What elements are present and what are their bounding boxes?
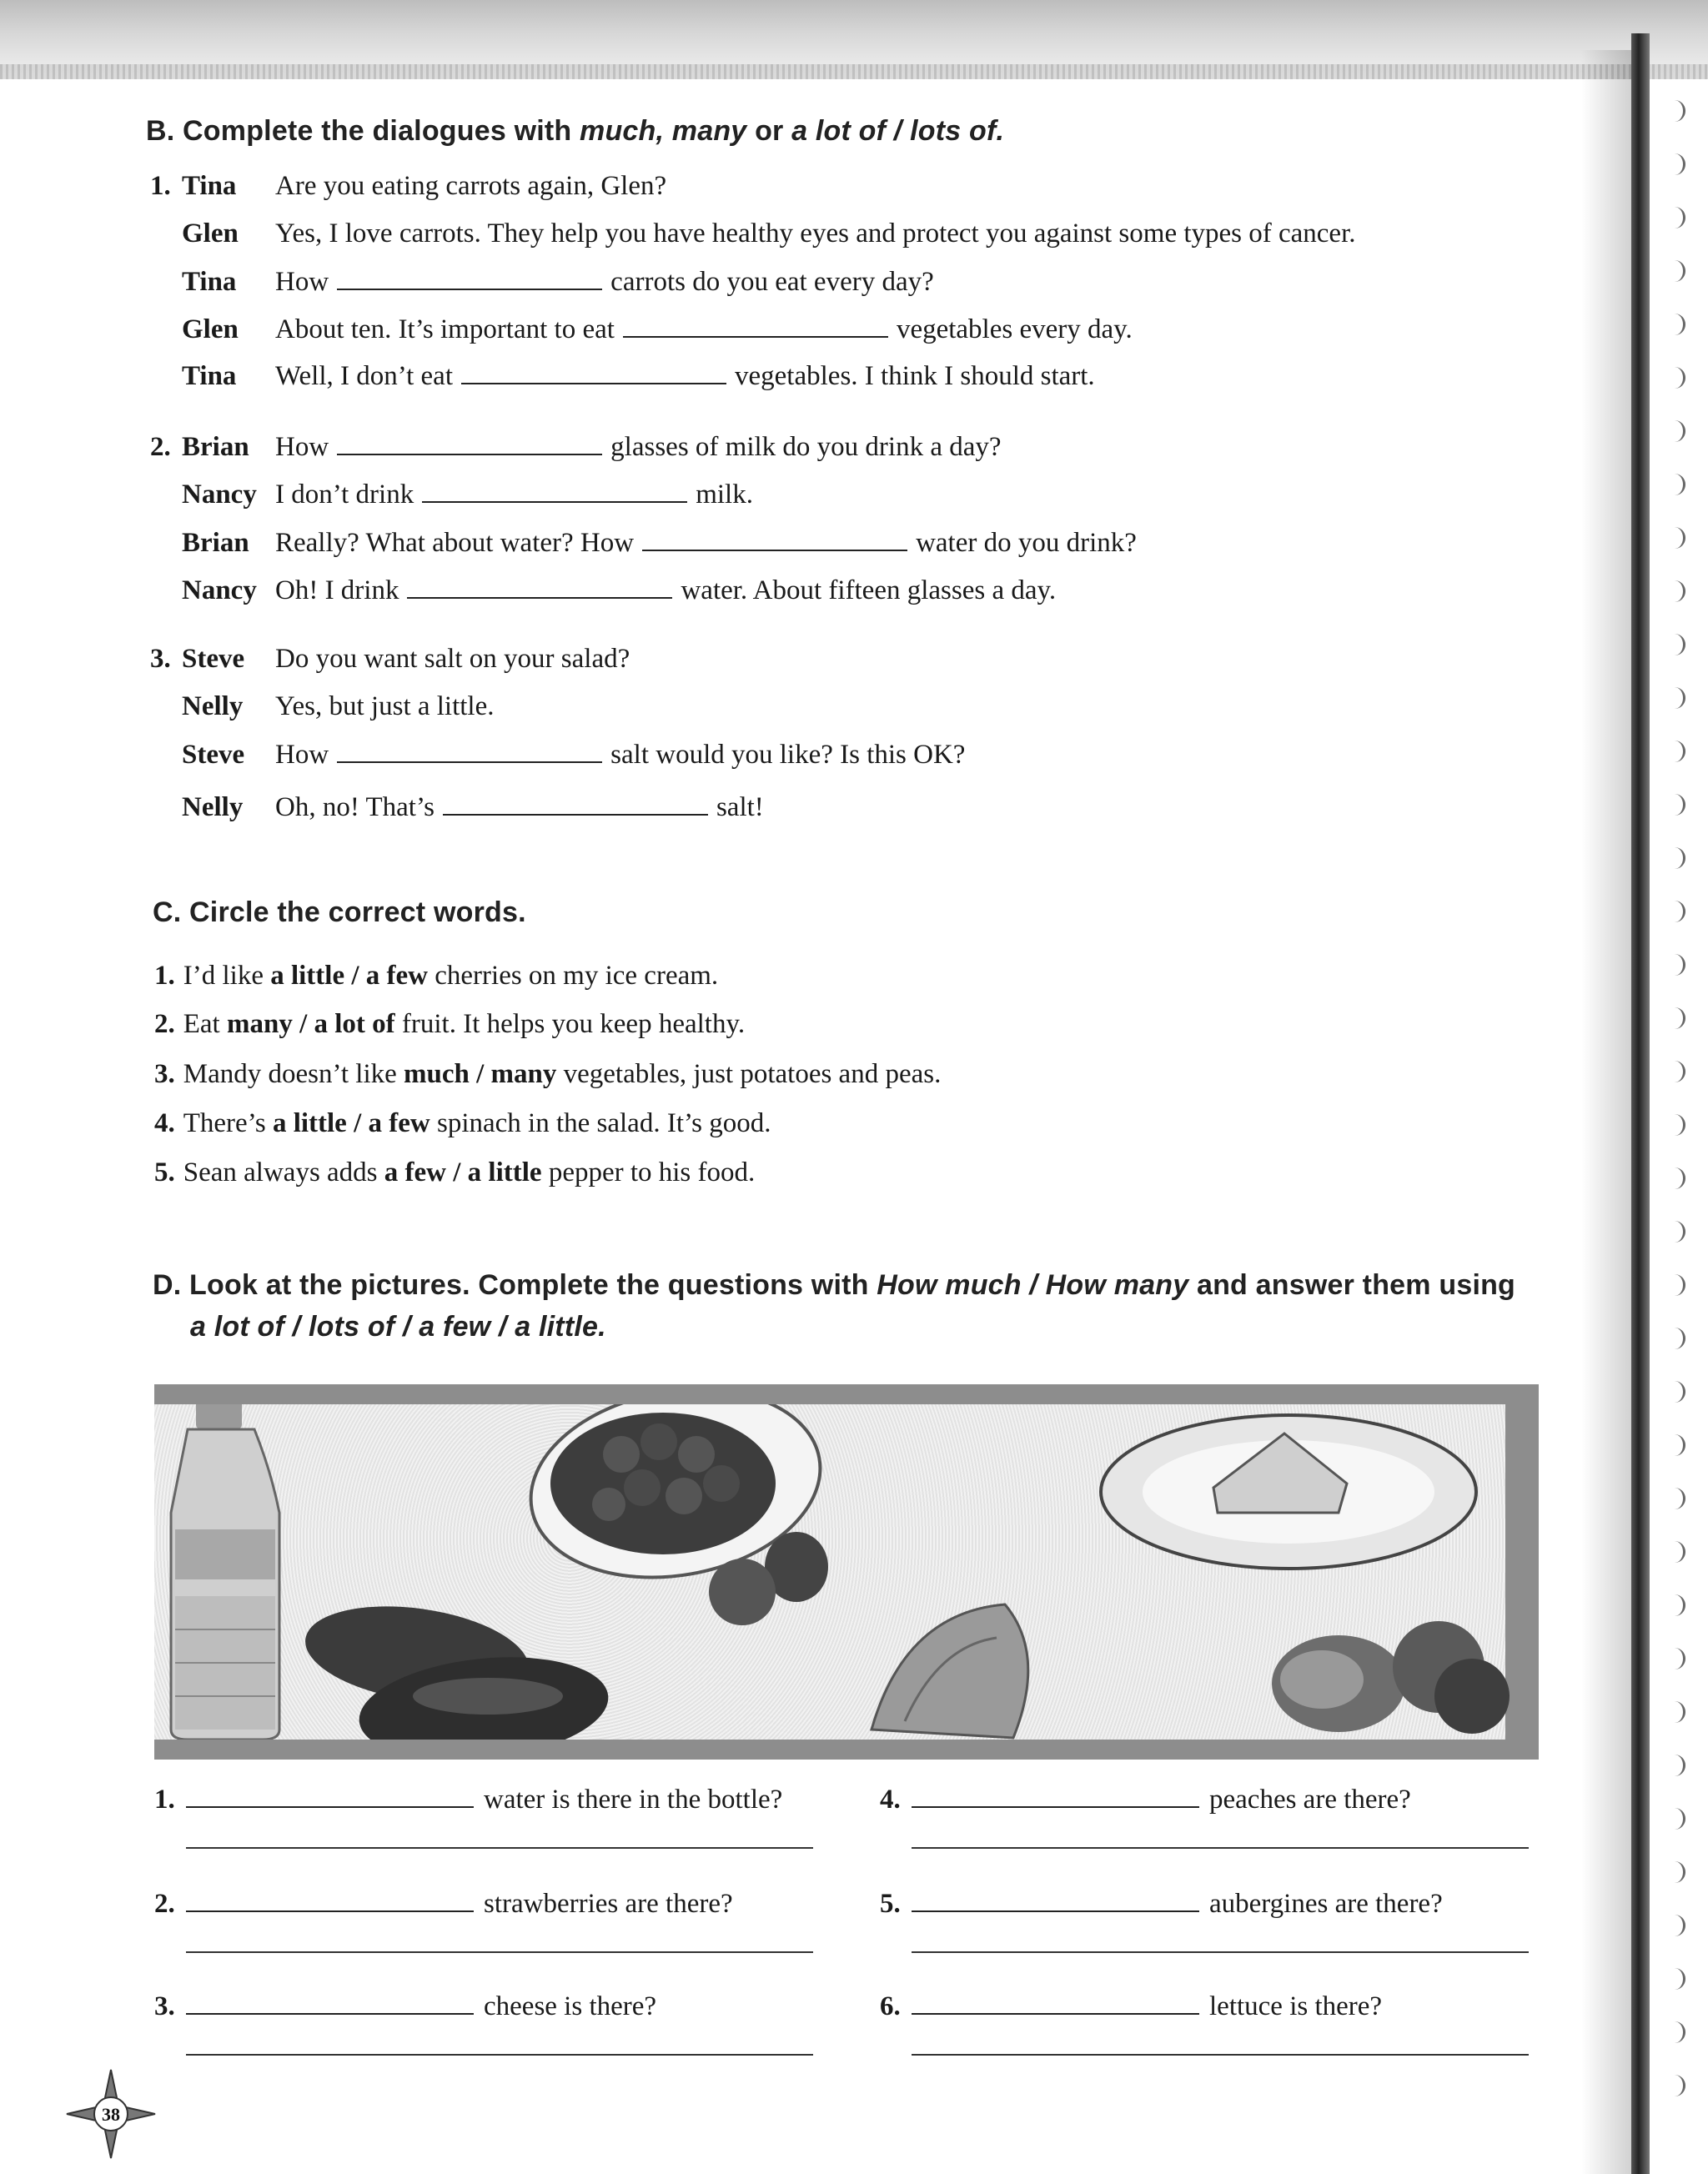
- item-text: spinach in the salad. It’s good.: [430, 1108, 771, 1138]
- answer-blank[interactable]: [443, 792, 708, 816]
- item-text: There’s: [183, 1108, 273, 1138]
- item-text: fruit. It helps you keep healthy.: [394, 1009, 746, 1039]
- dialogue-text: glasses of milk do you drink a day?: [610, 432, 1002, 462]
- dialogue-text: vegetables. I think I should start.: [735, 361, 1095, 391]
- speaker-name: Nancy: [182, 479, 257, 510]
- dialogue-text: Yes, I love carrots. They help you have healthy eyes and protect you against some types of cancer.: [275, 218, 1356, 249]
- question-item: [880, 1785, 1411, 1815]
- binding-ring: [1671, 1701, 1685, 1723]
- heading-italic: How much / How many: [877, 1269, 1189, 1301]
- dialogue-text: About ten. It’s important to eat: [275, 314, 615, 344]
- binding-ring: [1671, 1434, 1685, 1456]
- answer-line[interactable]: [186, 1951, 813, 1953]
- dialogue-line: [275, 740, 965, 771]
- question-item: [154, 1889, 733, 1920]
- heading-text: and answer them using: [1188, 1269, 1516, 1301]
- question-number: 5.: [880, 1889, 901, 1919]
- spine-shadow: [1581, 50, 1631, 2174]
- dialogue-line: [275, 792, 764, 823]
- dialogue-line: [275, 314, 1133, 345]
- dialogue-text: Well, I don’t eat: [275, 361, 454, 391]
- dialogue-text: How: [275, 432, 329, 462]
- item-text: Mandy doesn’t like: [183, 1059, 404, 1089]
- binding-ring: [1671, 1541, 1685, 1563]
- binding-ring: [1671, 153, 1685, 175]
- answer-line[interactable]: [186, 1847, 813, 1849]
- question-blank[interactable]: [912, 1785, 1199, 1808]
- question-text: strawberries are there?: [484, 1889, 733, 1919]
- page-number-badge: [65, 2068, 157, 2160]
- circle-item: [154, 961, 718, 992]
- binding-ring: [1671, 1861, 1685, 1883]
- binding-ring: [1671, 100, 1685, 122]
- binding-ring: [1671, 1915, 1685, 1936]
- binding-ring: [1671, 954, 1685, 976]
- dialogue-line: [275, 528, 1137, 559]
- heading-text: B. Complete the dialogues with: [146, 115, 580, 147]
- binding-ring: [1671, 207, 1685, 228]
- dialogue-text: I don’t drink: [275, 479, 414, 510]
- binding-ring: [1671, 1007, 1685, 1029]
- item-number: 5.: [154, 1157, 175, 1187]
- question-number: 6.: [880, 1991, 901, 2021]
- binding-ring: [1671, 634, 1685, 655]
- question-blank[interactable]: [186, 1991, 474, 2015]
- answer-line[interactable]: [186, 2054, 813, 2056]
- binding-ring: [1671, 794, 1685, 816]
- answer-blank[interactable]: [337, 267, 602, 290]
- binding-ring: [1671, 2021, 1685, 2043]
- item-text: Sean always adds: [183, 1157, 384, 1187]
- dialogue-line: [275, 267, 934, 298]
- item-text: pepper to his food.: [541, 1157, 756, 1187]
- section-d-heading-line2: [190, 1311, 606, 1343]
- question-number: 4.: [880, 1785, 901, 1815]
- binding-ring: [1671, 1328, 1685, 1349]
- binding-ring: [1671, 314, 1685, 335]
- heading-italic: much, many: [580, 115, 747, 147]
- speaker-name: Nelly: [182, 792, 244, 822]
- dialogue-number: 2.: [150, 432, 171, 462]
- speaker-name: Brian: [182, 528, 249, 558]
- binding-ring: [1671, 1968, 1685, 1990]
- speaker-name: Steve: [182, 644, 245, 674]
- dialogue-text: How: [275, 267, 329, 297]
- binding-ring: [1671, 474, 1685, 495]
- page-number: 38: [102, 2104, 120, 2125]
- question-item: [154, 1785, 782, 1815]
- item-text: vegetables, just potatoes and peas.: [556, 1059, 942, 1089]
- answer-blank[interactable]: [337, 432, 602, 455]
- speaker-name: Tina: [182, 267, 237, 297]
- binding-ring: [1671, 1648, 1685, 1669]
- binding-ring: [1671, 1114, 1685, 1136]
- item-text: Eat: [183, 1009, 227, 1039]
- binding-ring: [1671, 1061, 1685, 1082]
- binding-spine: [1631, 33, 1650, 2174]
- binding-ring: [1671, 527, 1685, 549]
- dialogue-text: milk.: [696, 479, 753, 510]
- word-choice[interactable]: a little / a few: [270, 961, 428, 991]
- heading-italic: a lot of / lots of.: [791, 115, 1005, 147]
- dialogue-number: 3.: [150, 644, 171, 674]
- strawberries-icon: [516, 1404, 836, 1625]
- section-c-heading: C. Circle the correct words.: [153, 896, 526, 928]
- question-text: cheese is there?: [484, 1991, 657, 2021]
- binding-ring: [1671, 2075, 1685, 2096]
- answer-blank[interactable]: [623, 314, 888, 338]
- speaker-name: Tina: [182, 361, 237, 391]
- heading-text: D. Look at the pictures. Complete the questions with: [153, 1269, 877, 1301]
- question-text: lettuce is there?: [1209, 1991, 1383, 2021]
- circle-item: [154, 1009, 745, 1040]
- answer-blank[interactable]: [337, 740, 602, 763]
- answer-blank[interactable]: [461, 361, 726, 384]
- binding-rings: [1668, 100, 1701, 2160]
- dialogue-line: [275, 644, 630, 675]
- dialogue-text: salt!: [716, 792, 764, 822]
- item-number: 2.: [154, 1009, 175, 1039]
- page-top-shadow: [0, 0, 1708, 79]
- answer-blank[interactable]: [642, 528, 907, 551]
- speaker-name: Nancy: [182, 575, 257, 605]
- question-item: [154, 1991, 656, 2022]
- section-b-heading: [146, 115, 1004, 148]
- speaker-name: Glen: [182, 314, 239, 344]
- binding-ring: [1671, 260, 1685, 282]
- question-blank[interactable]: [186, 1785, 474, 1808]
- answer-blank[interactable]: [407, 575, 672, 599]
- word-choice[interactable]: a few / a little: [384, 1157, 542, 1187]
- aubergines-icon: [299, 1594, 614, 1740]
- dialogue-text: Do you want salt on your salad?: [275, 644, 630, 674]
- question-number: 1.: [154, 1785, 175, 1815]
- binding-ring: [1671, 687, 1685, 709]
- dialogue-text: Yes, but just a little.: [275, 691, 495, 721]
- dialogue-text: Oh! I drink: [275, 575, 399, 605]
- question-text: water is there in the bottle?: [484, 1785, 783, 1815]
- dialogue-text: water do you drink?: [916, 528, 1137, 558]
- question-number: 2.: [154, 1889, 175, 1919]
- dialogue-line: [275, 171, 666, 202]
- item-number: 1.: [154, 961, 175, 991]
- binding-ring: [1671, 1274, 1685, 1296]
- speaker-name: Brian: [182, 432, 249, 462]
- dialogue-text: Oh, no! That’s: [275, 792, 435, 822]
- dialogue-text: How: [275, 740, 329, 770]
- binding-ring: [1671, 420, 1685, 442]
- speaker-name: Glen: [182, 218, 239, 249]
- binding-ring: [1671, 1167, 1685, 1189]
- item-text: I’d like: [183, 961, 271, 991]
- dialogue-line: [275, 361, 1095, 392]
- dialogue-text: carrots do you eat every day?: [610, 267, 934, 297]
- question-item: [880, 1889, 1443, 1920]
- dialogue-line: [275, 691, 495, 722]
- binding-ring: [1671, 580, 1685, 602]
- question-blank[interactable]: [912, 1889, 1199, 1912]
- dialogue-line: [275, 479, 753, 510]
- word-choice[interactable]: many / a lot of: [226, 1009, 395, 1039]
- binding-ring: [1671, 367, 1685, 389]
- section-d-heading: [153, 1269, 1515, 1302]
- water-bottle-icon: [171, 1404, 279, 1740]
- dialogue-text: vegetables every day.: [896, 314, 1133, 344]
- binding-ring: [1671, 1594, 1685, 1616]
- dialogue-line: [275, 432, 1002, 463]
- question-text: aubergines are there?: [1209, 1889, 1443, 1919]
- food-picture: [154, 1384, 1539, 1760]
- answer-blank[interactable]: [422, 479, 687, 503]
- heading-text: or: [746, 115, 792, 147]
- dialogue-text: water. About fifteen glasses a day.: [681, 575, 1057, 605]
- binding-ring: [1671, 1755, 1685, 1776]
- circle-item: [154, 1059, 941, 1090]
- binding-ring: [1671, 1488, 1685, 1509]
- speaker-name: Tina: [182, 171, 237, 201]
- dialogue-number: 1.: [150, 171, 171, 201]
- answer-line[interactable]: [912, 2054, 1529, 2056]
- lettuce-icon: [872, 1604, 1028, 1738]
- binding-ring: [1671, 1808, 1685, 1830]
- question-number: 3.: [154, 1991, 175, 2021]
- binding-ring: [1671, 901, 1685, 922]
- answer-line[interactable]: [912, 1951, 1529, 1953]
- speaker-name: Steve: [182, 740, 245, 770]
- peaches-icon: [1272, 1621, 1510, 1734]
- dialogue-text: Really? What about water? How: [275, 528, 635, 558]
- speaker-name: Nelly: [182, 691, 244, 721]
- question-item: [880, 1991, 1382, 2022]
- question-text: peaches are there?: [1209, 1785, 1411, 1815]
- food-illustration: [154, 1404, 1539, 1740]
- dialogue-line: [275, 575, 1056, 606]
- question-blank[interactable]: [912, 1991, 1199, 2015]
- item-number: 3.: [154, 1059, 175, 1089]
- dialogue-text: Are you eating carrots again, Glen?: [275, 171, 667, 201]
- binding-ring: [1671, 847, 1685, 869]
- word-choice[interactable]: much / many: [404, 1059, 557, 1089]
- item-number: 4.: [154, 1108, 175, 1138]
- question-blank[interactable]: [186, 1889, 474, 1912]
- binding-ring: [1671, 1381, 1685, 1403]
- item-text: cherries on my ice cream.: [428, 961, 719, 991]
- binding-ring: [1671, 1221, 1685, 1243]
- answer-line[interactable]: [912, 1847, 1529, 1849]
- heading-italic: a lot of / lots of / a few / a little.: [190, 1311, 606, 1343]
- dialogue-line: [275, 218, 1356, 249]
- circle-item: [154, 1157, 755, 1188]
- circle-item: [154, 1108, 771, 1139]
- binding-ring: [1671, 741, 1685, 762]
- word-choice[interactable]: a little / a few: [272, 1108, 430, 1138]
- cheese-icon: [1101, 1415, 1476, 1569]
- dialogue-text: salt would you like? Is this OK?: [610, 740, 966, 770]
